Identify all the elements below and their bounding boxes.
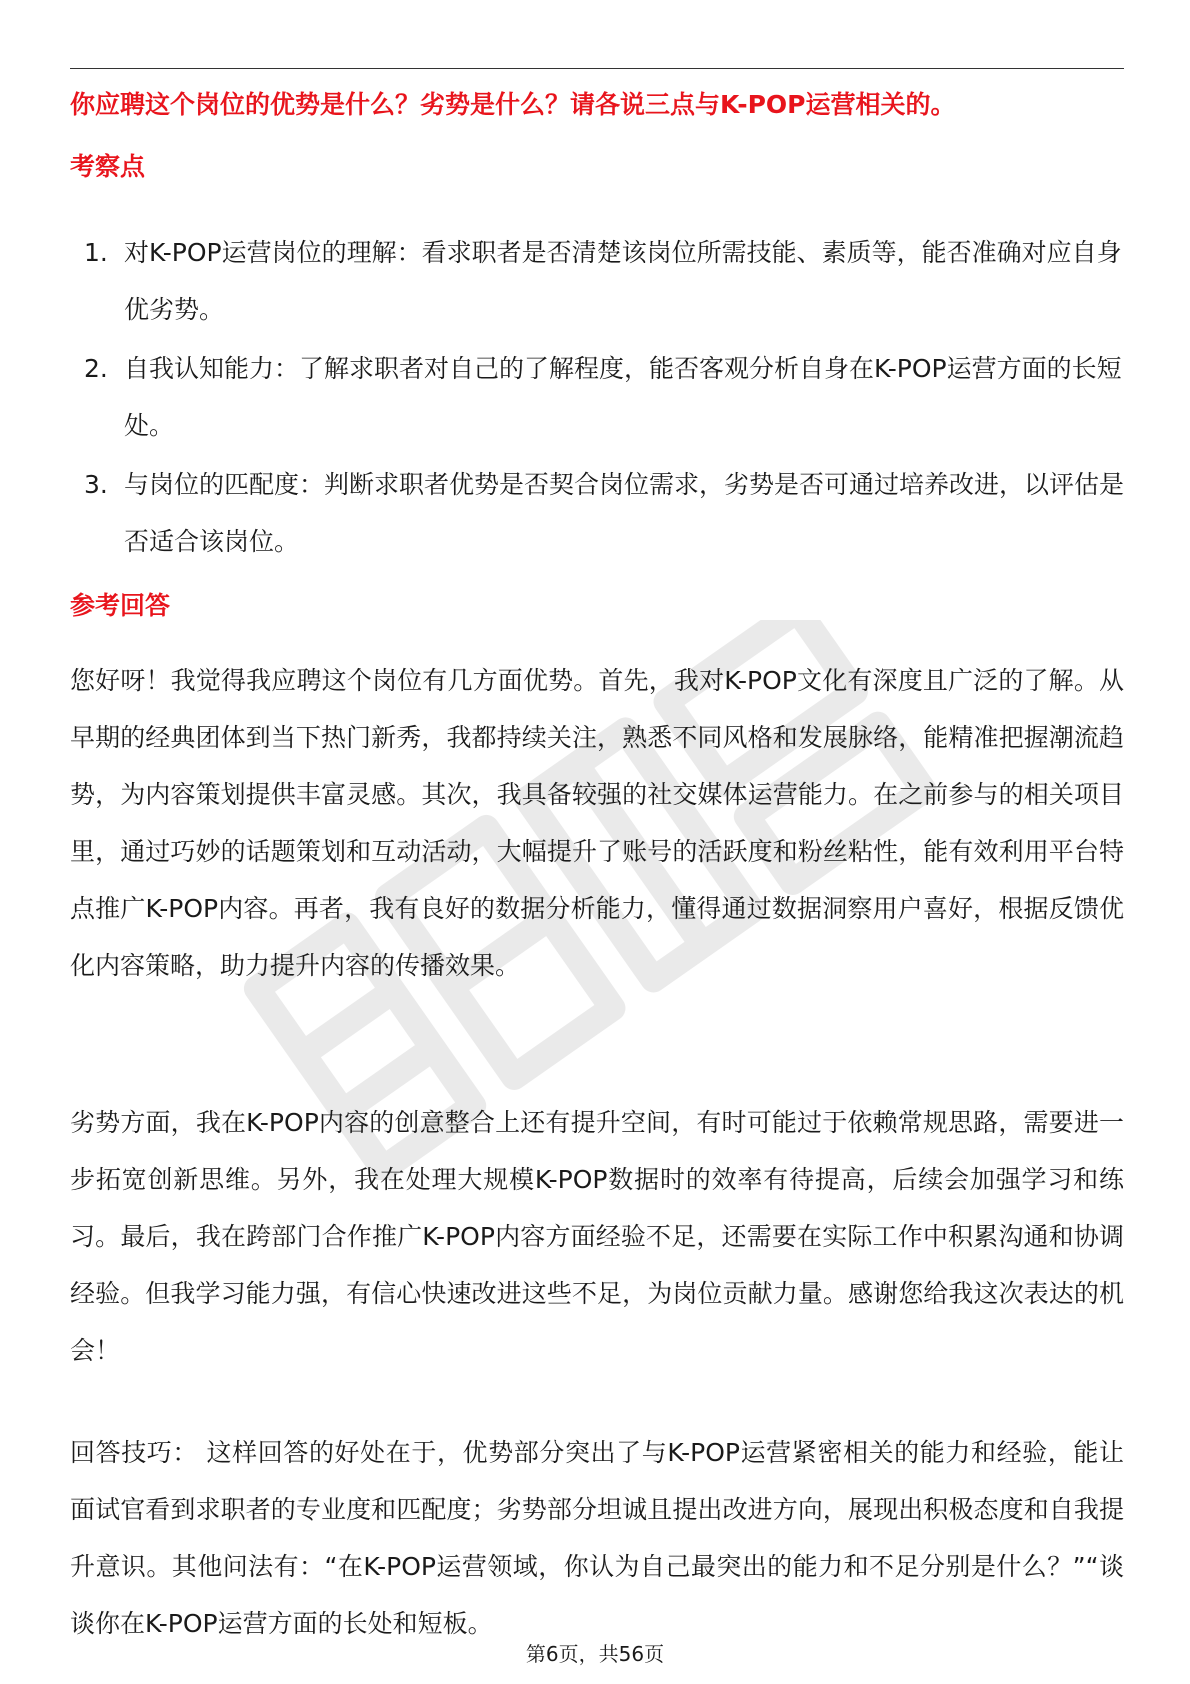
section-title-kaocha: 考察点	[70, 152, 146, 181]
list-item-number: 1.	[84, 238, 108, 267]
answer-paragraph-strengths: 您好呀！我觉得我应聘这个岗位有几方面优势。首先，我对K-POP文化有深度且广泛的了解。从早期的经典团体到当下热门新秀，我都持续关注，熟悉不同风格和发展脉络，能精准把握潮流趋势，为内容策划提供丰富灵感。其次，我具备较强的社交媒体运营能力。在之前参与的相关项目里，通过巧妙的话题策划和互动活动，大幅提升了账号的活跃度和粉丝粘性，能有效利用平台特点推广K-POP内容。再者，我有良好的数据分析能力，懂得通过数据洞察用户喜好，根据反馈优化内容策略，助力提升内容的传播效果。	[70, 666, 1124, 980]
list-item-number: 2.	[84, 354, 108, 383]
list-item-number: 3.	[84, 470, 108, 499]
list-item	[70, 224, 1124, 338]
answer-paragraph-tips: 回答技巧： 这样回答的好处在于，优势部分突出了与K-POP运营紧密相关的能力和经验，能让面试官看到求职者的专业度和匹配度；劣势部分坦诚且提出改进方向，展现出积极态度和自我提升意识。其他问法有：“在K-POP运营领域，你认为自己最突出的能力和不足分别是什么？”“谈谈你在K-POP运营方面的长处和短板。	[70, 1438, 1124, 1638]
assessment-points-list	[70, 224, 1124, 572]
list-item-text: 与岗位的匹配度：判断求职者优势是否契合岗位需求，劣势是否可通过培养改进，以评估是否适合该岗位。	[124, 470, 1125, 556]
list-item-text: 自我认知能力：了解求职者对自己的了解程度，能否客观分析自身在K-POP运营方面的长短处。	[124, 354, 1122, 440]
section-title-cankao: 参考回答	[70, 591, 171, 620]
page-number-footer: 第6页，共56页	[525, 1642, 665, 1666]
top-divider	[70, 68, 1124, 69]
list-item-text: 对K-POP运营岗位的理解：看求职者是否清楚该岗位所需技能、素质等，能否准确对应自身优劣势。	[124, 238, 1122, 324]
list-item	[70, 340, 1124, 454]
answer-paragraph-weaknesses: 劣势方面，我在K-POP内容的创意整合上还有提升空间，有时可能过于依赖常规思路，需要进一步拓宽创新思维。另外，我在处理大规模K-POP数据时的效率有待提高，后续会加强学习和练习。最后，我在跨部门合作推广K-POP内容方面经验不足，还需要在实际工作中积累沟通和协调经验。但我学习能力强，有信心快速改进这些不足，为岗位贡献力量。感谢您给我这次表达的机会！	[70, 1108, 1124, 1365]
question-heading: 你应聘这个岗位的优势是什么？劣势是什么？请各说三点与K-POP运营相关的。	[70, 90, 956, 119]
list-item	[70, 456, 1124, 570]
